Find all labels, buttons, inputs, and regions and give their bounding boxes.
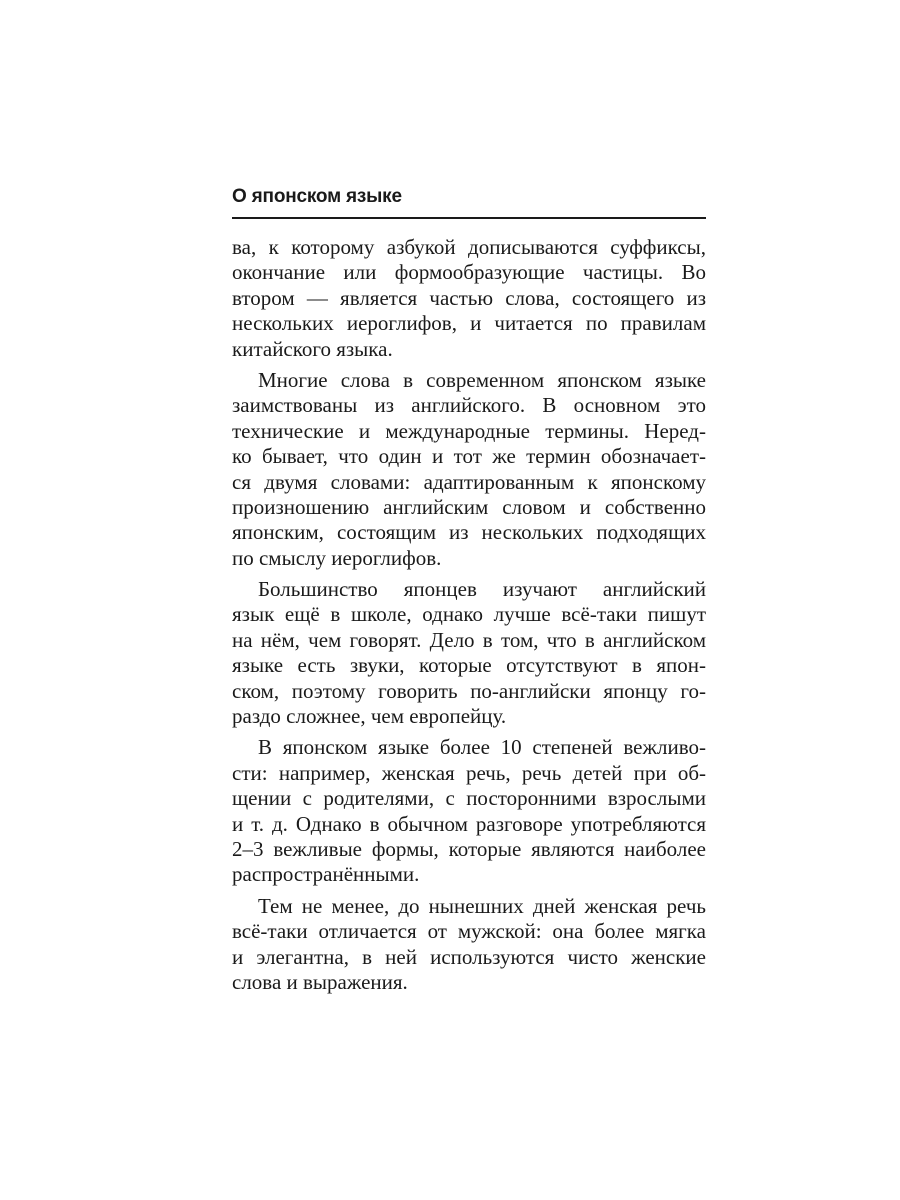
running-title: О японском языке — [232, 186, 402, 207]
text-line: заимствованы из английского. В основном это — [232, 393, 706, 418]
text-line: Большинство японцев изучают английский — [258, 577, 706, 602]
text-line: 2–3 вежливые формы, которые являются наиболее — [232, 836, 706, 861]
text-line: китайского языка. — [232, 336, 393, 361]
text-line: и т. д. Однако в обычном разговоре употребляются — [232, 811, 706, 836]
text-line: всё-таки отличается от мужской: она более мягка — [232, 919, 706, 944]
text-line: втором — является частью слова, состоящего из — [232, 285, 706, 310]
text-line: технические и международные термины. Неред- — [232, 418, 706, 443]
text-line: ко бывает, что один и тот же термин обозначает- — [232, 444, 706, 469]
paragraph-4 — [232, 735, 706, 887]
text-line: на нём, чем говорят. Дело в том, что в английском — [232, 627, 706, 652]
text-line: язык ещё в школе, однако лучше всё-таки пишут — [232, 602, 706, 627]
paragraph-2 — [232, 368, 706, 571]
text-line: распространёнными. — [232, 862, 420, 887]
text-line: по смыслу иероглифов. — [232, 545, 442, 570]
text-line: ся двумя словами: адаптированным к японскому — [232, 469, 706, 494]
header-rule — [232, 217, 706, 219]
text-line: языке есть звуки, которые отсутствуют в япон- — [232, 653, 706, 678]
text-line: Многие слова в современном японском языке — [258, 367, 706, 392]
text-line: слова и выражения. — [232, 969, 408, 994]
text-line: ском, поэтому говорить по-английски японцу го- — [232, 678, 706, 703]
text-line: В японском языке более 10 степеней вежливо- — [258, 735, 706, 760]
text-line: произношению английским словом и собственно — [232, 494, 706, 519]
text-line: сти: например, женская речь, речь детей при об- — [232, 760, 706, 785]
text-line: и элегантна, в ней используются чисто женские — [232, 944, 706, 969]
text-line: Тем не менее, до нынешних дней женская речь — [258, 893, 706, 918]
text-line: раздо сложнее, чем европейцу. — [232, 704, 507, 729]
text-line: японским, состоящим из нескольких подходящих — [232, 520, 706, 545]
text-line: окончание или формообразующие частицы. Во — [232, 260, 706, 285]
text-line: ва, к которому азбукой дописываются суффиксы, — [232, 235, 706, 259]
running-head — [232, 184, 706, 210]
paragraph-1 — [232, 235, 706, 362]
body-text — [232, 235, 706, 1001]
text-line: нескольких иероглифов, и читается по правилам — [232, 311, 706, 336]
paragraph-3 — [232, 577, 706, 729]
text-line: щении с родителями, с посторонними взрослыми — [232, 786, 706, 811]
paragraph-5 — [232, 894, 706, 996]
